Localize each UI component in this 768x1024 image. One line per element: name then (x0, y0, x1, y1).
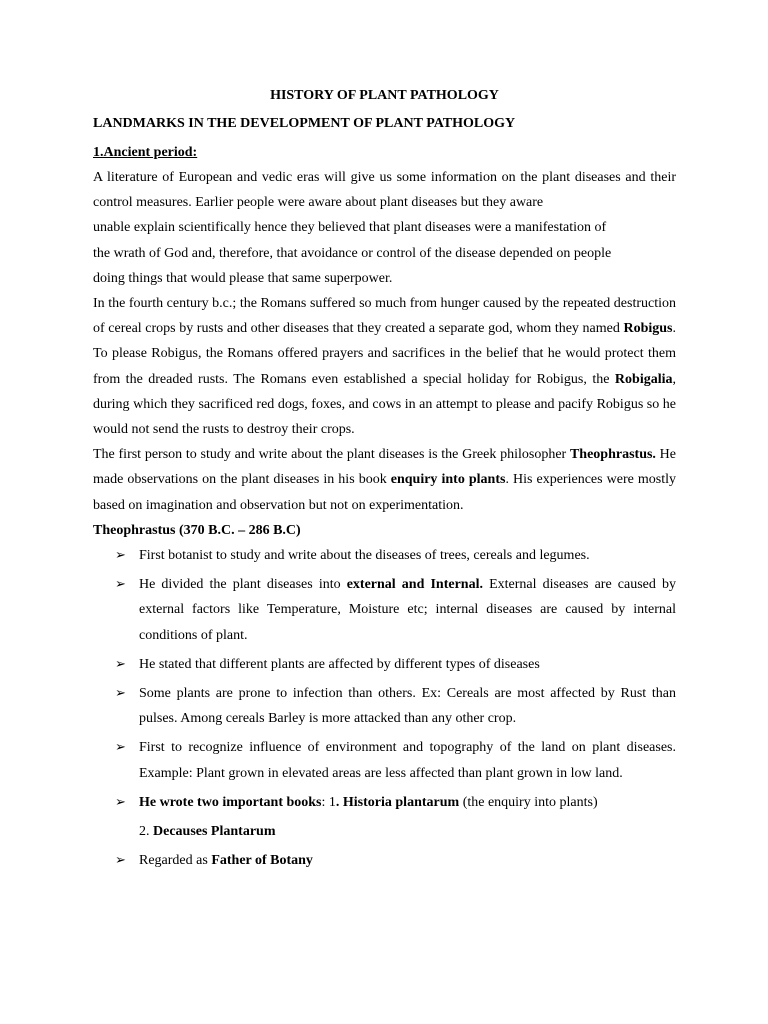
arrow-bullet-icon: ➢ (115, 548, 126, 564)
paragraph-intro (93, 165, 676, 215)
document-body (93, 85, 676, 877)
paragraph-romans-text-1: In the fourth century b.c.; the Romans suffered so much from hunger caused by the repeated destruction of cereal crops by rusts and other diseases that they created a separate god, whom they named (93, 296, 676, 337)
term-father-of-botany: Father of Botany (211, 853, 313, 869)
bullet-text: First to recognize influence of environment and topography of the land on plant diseases. Example: Plant grown in elevated areas are less affected than plant grown in low land. (139, 740, 676, 781)
term-robigus: Robigus (623, 321, 673, 337)
paragraph-intro-line-1: A literature of European and vedic eras will give us some information on the plant diseases and their control measures. Earlier people were aware about plant diseases but they aware (93, 170, 676, 211)
list-item (93, 543, 676, 568)
document-subtitle: LANDMARKS IN THE DEVELOPMENT OF PLANT PATHOLOGY (93, 116, 516, 131)
bullet-text: He divided the plant diseases into (139, 577, 347, 593)
term-external-internal: external and Internal. (346, 577, 483, 593)
paragraph-romans-text-2: . To please Robigus, the Romans offered prayers and sacrifices in the belief that he would protect them from the dreaded rusts. The Romans even established a special holiday for Robigus, the (93, 321, 676, 387)
paragraph-theophrastus-text-2: He made observations on the plant diseases in his book (93, 447, 676, 488)
list-item (93, 572, 676, 648)
term-theophrastus: Theophrastus. (569, 447, 656, 463)
arrow-bullet-icon: ➢ (115, 656, 126, 672)
paragraph-intro-line-4: doing things that would please that same superpower. (93, 270, 393, 286)
arrow-bullet-icon: ➢ (115, 853, 126, 869)
list-item (93, 848, 676, 873)
paragraph-romans-text-3: , during which they sacrificed red dogs, foxes, and cows in an attempt to please and pacify Robigus so he would not send the rusts to destroy their crops. (93, 371, 676, 438)
list-item (93, 790, 676, 815)
bullet-text: External diseases are caused by external factors like Temperature, Moisture etc; internal diseases are caused by internal conditions of plant. (139, 577, 676, 643)
arrow-bullet-icon: ➢ (115, 686, 126, 702)
bullet-text: Some plants are prone to infection than others. Ex: Cereals are most affected by Rust than pulses. Among cereals Barley is more attacked than any other crop. (139, 686, 676, 727)
list-item (93, 652, 676, 677)
arrow-bullet-icon: ➢ (115, 740, 126, 756)
paragraph-theophrastus (93, 442, 676, 518)
bullet-text: 2. (139, 824, 153, 840)
paragraph-intro-ragged (93, 215, 676, 291)
theophrastus-heading: Theophrastus (370 B.C. – 286 B.C) (93, 522, 301, 538)
arrow-bullet-icon: ➢ (115, 794, 126, 810)
arrow-bullet-icon: ➢ (115, 577, 126, 593)
term-historia-plantarum: . Historia plantarum (335, 794, 460, 810)
bullet-text: First botanist to study and write about the diseases of trees, cereals and legumes. (139, 548, 590, 564)
bullet-text: : 1 (321, 794, 336, 810)
paragraph-intro-line-3: the wrath of God and, therefore, that avoidance or control of the disease depended on people (93, 245, 612, 261)
document-title: HISTORY OF PLANT PATHOLOGY (270, 88, 499, 103)
term-robigalia: Robigalia (614, 371, 673, 387)
section-heading-ancient-period: 1.Ancient period: (93, 145, 198, 160)
list-item-book-two (93, 819, 676, 844)
paragraph-intro-line-2: unable explain scientifically hence they believed that plant diseases were a manifestation of (93, 220, 607, 236)
bullet-text: (the enquiry into plants) (459, 794, 598, 810)
list-item (93, 735, 676, 785)
term-two-important-books: He wrote two important books (139, 794, 322, 810)
bullet-text: He stated that different plants are affected by different types of diseases (139, 656, 540, 672)
paragraph-theophrastus-text-3: . His experiences were mostly based on imagination and observation but not on experimentation. (93, 472, 676, 513)
bullet-text: Regarded as (139, 853, 212, 869)
paragraph-romans (93, 291, 676, 442)
term-decauses-plantarum: Decauses Plantarum (153, 824, 276, 840)
list-item (93, 681, 676, 731)
term-enquiry-into-plants: enquiry into plants (390, 472, 506, 488)
theophrastus-bullet-list (93, 543, 676, 873)
paragraph-theophrastus-text-1: The first person to study and write about the plant diseases is the Greek philosopher (93, 447, 570, 463)
